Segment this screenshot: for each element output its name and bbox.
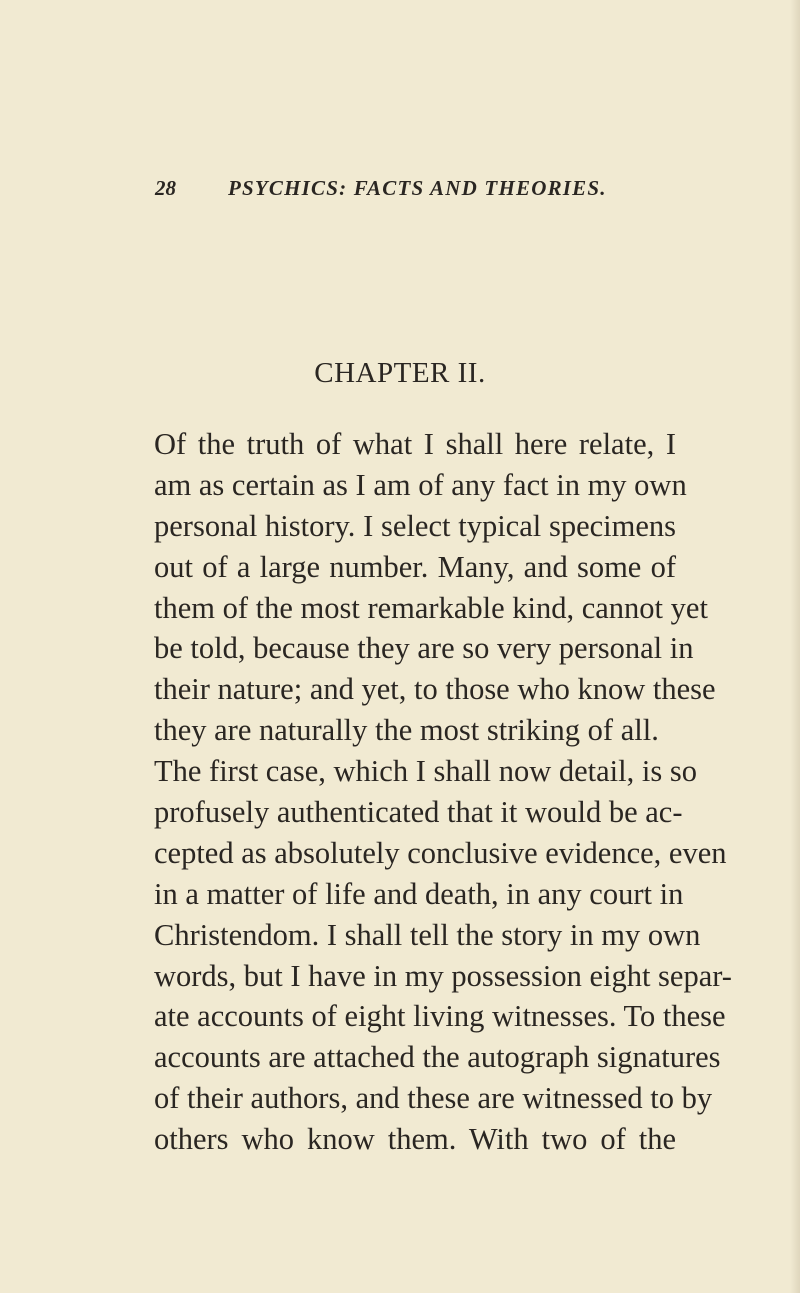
text-line: their nature; and yet, to those who know these [154,672,716,707]
text-line: The first case, which I shall now detail, is so [154,754,697,789]
running-title: PSYCHICS: FACTS AND THEORIES. [228,176,607,200]
page-edge-shadow [790,0,800,1293]
page-number: 28 [155,176,176,200]
body-text [154,424,732,1160]
text-line: in a matter of life and death, in any court in [154,876,684,911]
text-line: ate accounts of eight living witnesses. To these [154,999,726,1034]
text-line: accounts are attached the autograph signatures [154,1040,721,1075]
text-line: am as certain as I am of any fact in my own [154,467,687,502]
text-line: personal history. I select typical specimens [154,508,676,543]
text-line: of their authors, and these are witnessed to by [154,1081,713,1116]
text-line: they are naturally the most striking of all. [154,713,659,748]
text-line: them of the most remarkable kind, cannot yet [154,590,708,625]
text-line: Christendom. I shall tell the story in my own [154,917,701,952]
text-line: cepted as absolutely conclusive evidence, even [154,835,727,870]
text-line: profusely authenticated that it would be ac- [154,795,683,830]
chapter-heading: CHAPTER II. [314,357,486,389]
text-line: be told, because they are so very personal in [154,631,694,666]
text-line: words, but I have in my possession eight separ- [154,958,732,993]
text-line: Of the truth of what I shall here relate, I [154,427,676,461]
running-head [155,176,675,206]
text-line: others who know them. With two of the [154,1122,676,1157]
text-line: out of a large number. Many, and some of [154,549,676,584]
